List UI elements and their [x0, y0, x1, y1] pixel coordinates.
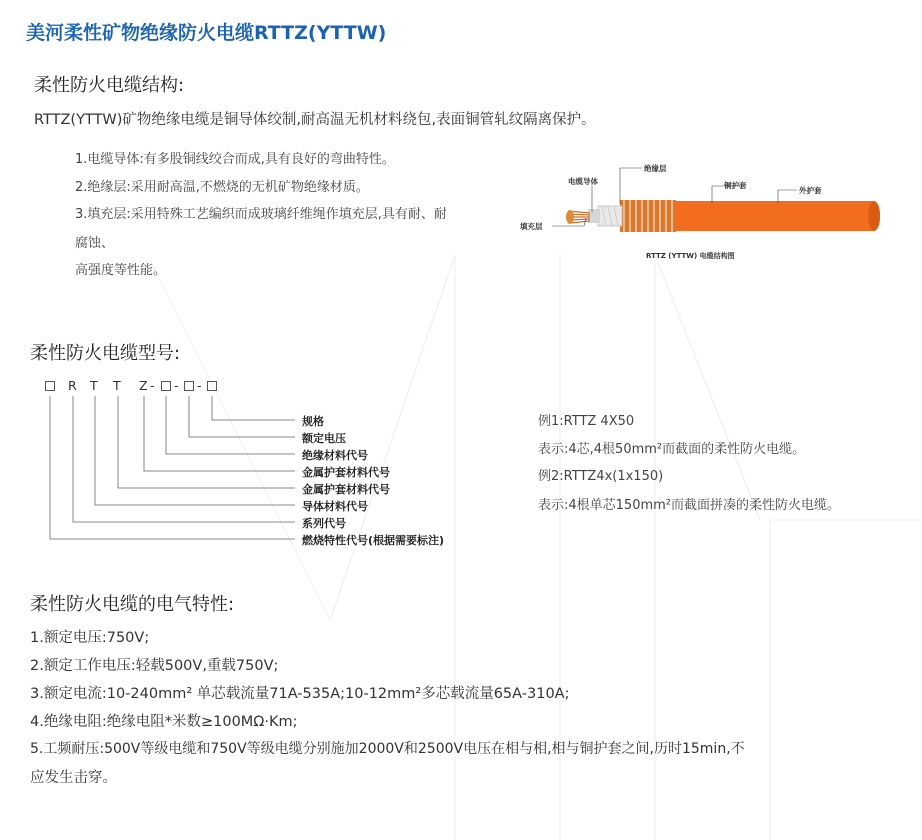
code-slot-box	[207, 381, 217, 391]
electrical-item: 4.绝缘电阻:绝缘电阻*米数≥100MΩ·Km;	[30, 714, 298, 730]
model-label: 绝缘材料代号	[302, 449, 368, 462]
electrical-item: 1.额定电压:750V;	[30, 630, 150, 646]
label-filler: 填充层	[520, 222, 543, 231]
copper-conductor	[566, 210, 574, 224]
structure-heading: 柔性防火电缆结构:	[34, 75, 185, 96]
electrical-item: 3.额定电流:10-240mm² 单芯载流量71A-535A;10-12mm²多芯载流量65A-310A;	[30, 686, 570, 702]
model-label: 额定电压	[302, 432, 346, 445]
code-slot-box	[184, 381, 194, 391]
code-letter: Z	[139, 378, 148, 393]
code-slot-box	[45, 381, 55, 391]
code-letter: T	[113, 378, 121, 393]
diagram-caption: RTTZ (YTTW) 电缆结构图	[646, 252, 735, 260]
model-example: 表示:4芯,4根50mm²而截面的柔性防火电缆。	[538, 442, 806, 457]
electrical-item: 应发生击穿。	[30, 770, 117, 786]
electrical-item: 5.工频耐压:500V等级电缆和750V等级电缆分别施加2000V和2500V电压在相与相,相与铜护套之间,历时15min,不	[30, 741, 745, 757]
structure-intro: RTTZ(YTTW)矿物绝缘电缆是铜导体绞制,耐高温无机材料绕包,表面铜管轧纹隔离保护。	[34, 112, 596, 128]
outer-jacket	[672, 201, 880, 231]
model-label: 金属护套材料代号	[302, 483, 390, 496]
page-title: 美河柔性矿物绝缘防火电缆RTTZ(YTTW)	[26, 22, 387, 44]
structure-item: 高强度等性能。	[75, 263, 167, 278]
model-label: 金属护套材料代号	[302, 466, 390, 479]
structure-item: 2.绝缘层:采用耐高温,不燃烧的无机矿物绝缘材质。	[75, 180, 369, 195]
structure-item: 腐蚀、	[75, 236, 115, 251]
model-code-diagram	[40, 372, 490, 562]
model-label: 规格	[302, 415, 324, 428]
model-example: 例1:RTTZ 4X50	[538, 414, 635, 429]
code-dash: -	[197, 378, 202, 393]
code-letter: R	[68, 378, 77, 393]
code-slot-box	[161, 381, 171, 391]
model-heading: 柔性防火电缆型号:	[30, 343, 181, 364]
model-label: 系列代号	[302, 517, 346, 530]
model-label: 燃烧特性代号(根据需要标注)	[302, 534, 445, 547]
label-sheath: 铜护套	[724, 181, 747, 190]
code-letter: T	[90, 378, 98, 393]
structure-item: 1.电缆导体:有多股铜线绞合而成,具有良好的弯曲特性。	[75, 152, 395, 167]
model-label: 导体材料代号	[302, 500, 368, 513]
electrical-item: 2.额定工作电压:轻载500V,重载750V;	[30, 658, 279, 674]
code-dash: -	[174, 378, 179, 393]
label-outer-jacket: 外护套	[799, 186, 822, 195]
code-dash: -	[150, 378, 155, 393]
label-insulation: 绝缘层	[644, 164, 667, 173]
label-conductor: 电缆导体	[568, 177, 598, 186]
cable-structure-diagram	[512, 158, 892, 268]
model-example: 例2:RTTZ4x(1x150)	[538, 469, 664, 484]
model-example: 表示:4根单芯150mm²而截面拼凑的柔性防火电缆。	[538, 498, 841, 513]
structure-item: 3.填充层:采用特殊工艺编织而成玻璃纤维绳作填充层,具有耐、耐	[75, 207, 447, 222]
electrical-heading: 柔性防火电缆的电气特性:	[30, 594, 235, 615]
